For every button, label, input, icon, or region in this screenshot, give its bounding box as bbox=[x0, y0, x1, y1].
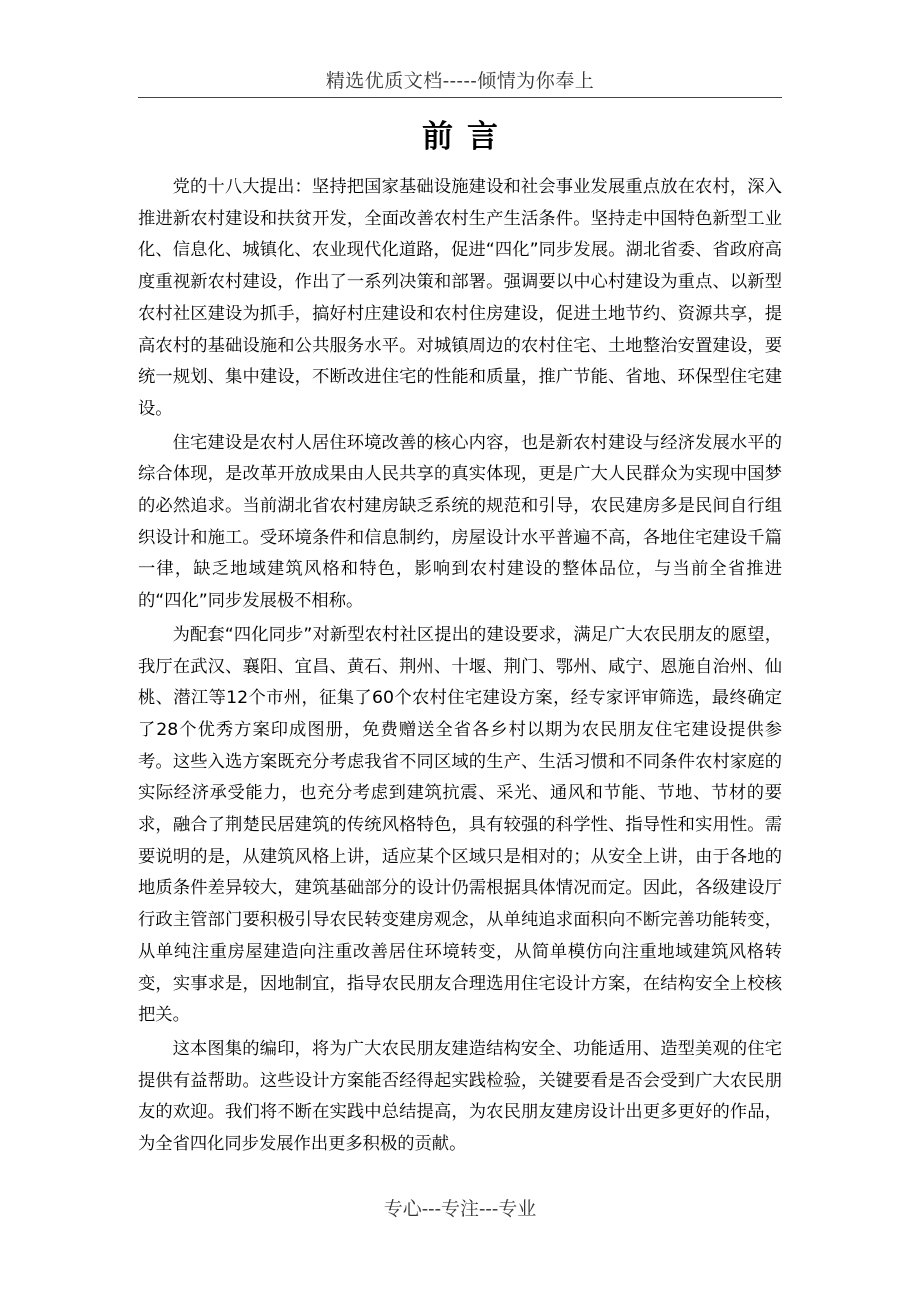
body-text bbox=[138, 172, 782, 1163]
footer-text: 专心---专注---专业 bbox=[383, 1198, 537, 1220]
paragraph: 住宅建设是农村人居住环境改善的核心内容，也是新农村建设与经济发展水平的综合体现，是改革开放成果由人民共享的真实体现，更是广大人民群众为实现中国梦的必然追求。当前湖北省农村建房缺乏系统的规范和引导，农民建房多是民间自行组织设计和施工。受环境条件和信息制约，房屋设计水平普遍不高，各地住宅建设千篇一律，缺乏地域建筑风格和特色，影响到农村建设的整体品位，与当前全省推进的“四化”同步发展极不相称。 bbox=[138, 432, 782, 612]
page-title: 前言 bbox=[422, 119, 512, 155]
header-text: 精选优质文档-----倾情为你奉上 bbox=[325, 70, 595, 92]
paragraph: 为配套“四化同步”对新型农村社区提出的建设要求，满足广大农民朋友的愿望，我厅在武汉、襄阳、宜昌、黄石、荆州、十堰、荆门、鄂州、咸宁、恩施自治州、仙桃、潜江等12个市州，征集了60个农村住宅建设方案，经专家评审筛选，最终确定了28个优秀方案印成图册，免费赠送全省各乡村以期为农民朋友住宅建设提供参考。这些入选方案既充分考虑我省不同区域的生产、生活习惯和不同条件农村家庭的实际经济承受能力，也充分考虑到建筑抗震、采光、通风和节能、节地、节材的要求，融合了荆楚民居建筑的传统风格特色，具有较强的科学性、指导性和实用性。需要说明的是，从建筑风格上讲，适应某个区域只是相对的；从安全上讲，由于各地的地质条件差异较大，建筑基础部分的设计仍需根据具体情况而定。因此，各级建设厅行政主管部门要积极引导农民转变建房观念，从单纯追求面积向不断完善功能转变，从单纯注重房屋建造向注重改善居住环境转变，从简单模仿向注重地域建筑风格转变，实事求是，因地制宜，指导农民朋友合理选用住宅设计方案，在结构安全上校核把关。 bbox=[138, 624, 782, 1026]
paragraph: 这本图集的编印，将为广大农民朋友建造结构安全、功能适用、造型美观的住宅提供有益帮助。这些设计方案能否经得起实践检验，关键要看是否会受到广大农民朋友的欢迎。我们将不断在实践中总结提高，为农民朋友建房设计出更多更好的作品，为全省四化同步发展作出更多积极的贡献。 bbox=[138, 1038, 782, 1155]
paragraph: 党的十八大提出：坚持把国家基础设施建设和社会事业发展重点放在农村，深入推进新农村建设和扶贫开发，全面改善农村生产生活条件。坚持走中国特色新型工业化、信息化、城镇化、农业现代化道路，促进“四化”同步发展。湖北省委、省政府高度重视新农村建设，作出了一系列决策和部署。强调要以中心村建设为重点、以新型农村社区建设为抓手，搞好村庄建设和农村住房建设，促进土地节约、资源共享，提高农村的基础设施和公共服务水平。对城镇周边的农村住宅、土地整治安置建设，要统一规划、集中建设，不断改进住宅的性能和质量，推广节能、省地、环保型住宅建设。 bbox=[138, 177, 782, 419]
page-footer bbox=[0, 1194, 920, 1224]
page-header bbox=[138, 66, 782, 98]
